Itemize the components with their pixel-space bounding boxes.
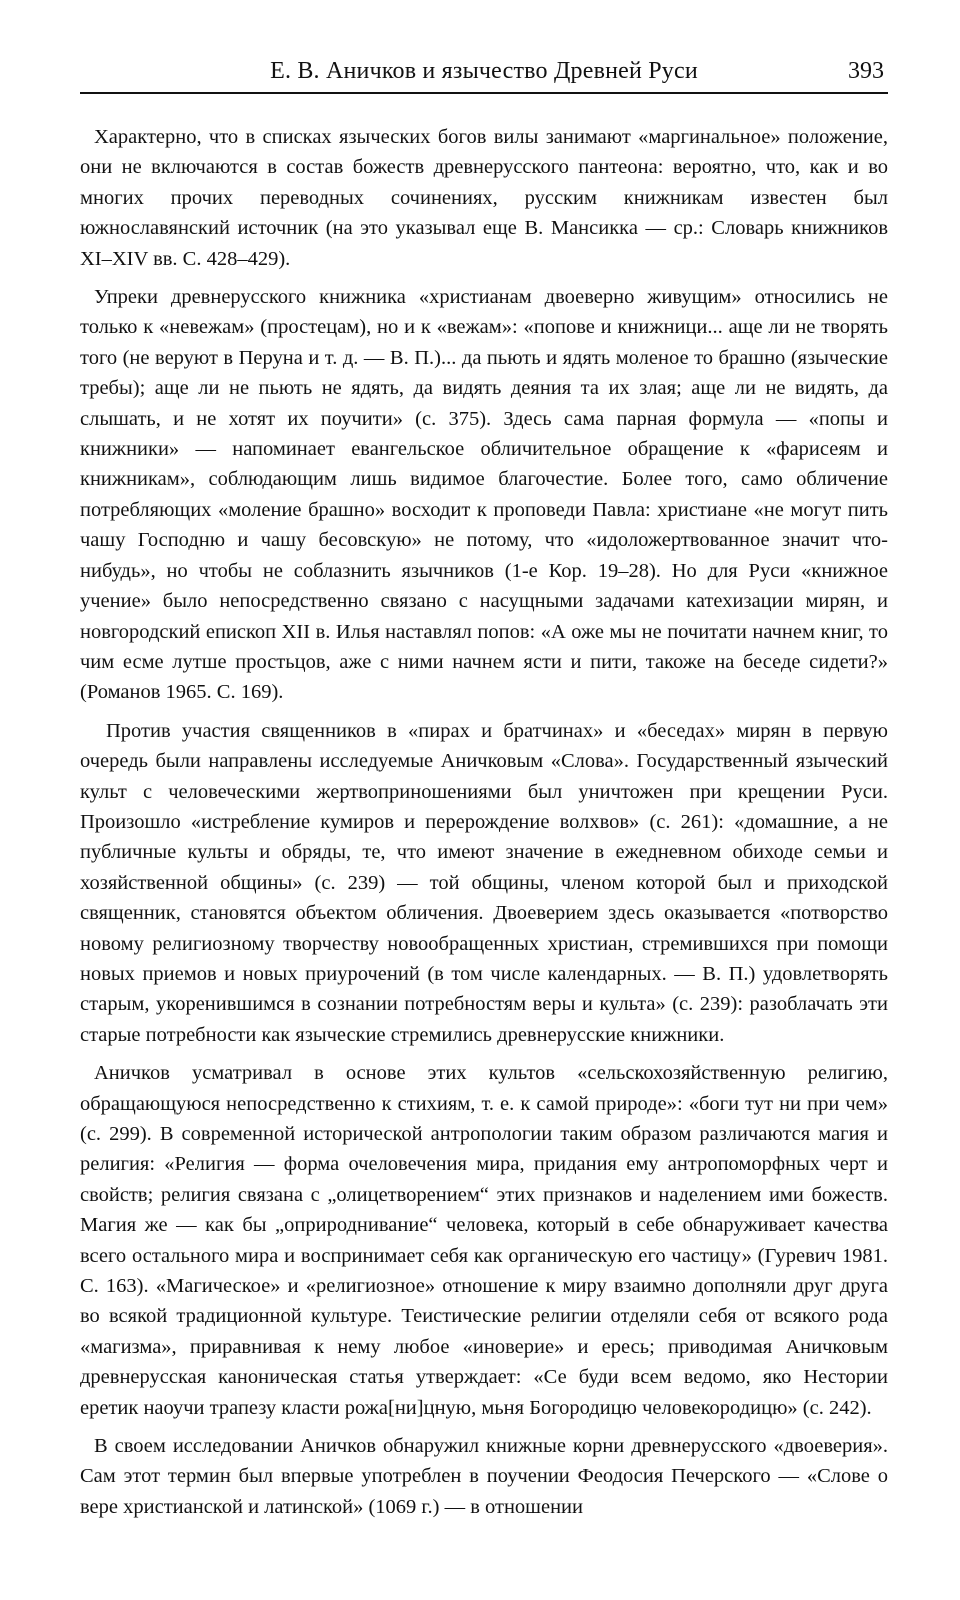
- running-header: [80, 52, 888, 94]
- paragraph-4: Аничков усматривал в основе этих культов «сельскохозяйственную религию, обращающуюся непосредственно к стихиям, т. е. к самой природе»: «боги тут ни при чем» (с. 299). В современной исторической антропологии таким образом различаются магия и религия: «Религия — форма очеловечения мира, придания ему антропоморфных черт и свойств; религия связана с „олицетворением“ этих признаков и наделением ими божеств. Магия же — как бы „оприроднивание“ человека, который в себе обнаруживает качества всего остального мира и воспринимает себя как органическую его частицу» (Гуревич 1981. С. 163). «Магическое» и «религиозное» отношение к миру взаимно дополняли друг друга во всякой традиционной культуре. Теистические религии отделяли себя от всякого рода «магизма», приравнивая к нему любое «иноверие» и ересь; приводимая Аничковым древнерусская каноническая статья утверждает: «Се буди всем ведомо, яко Нестории еретик наоучи трапезу класти рожа[ни]цную, мьня Богородицю человекородицю» (с. 242).: [80, 1062, 888, 1419]
- paragraph-3: Против участия священников в «пирах и братчинах» и «беседах» мирян в первую очередь были направлены исследуемые Аничковым «Слова». Государственный языческий культ с человеческими жертвоприношениями был уничтожен при крещении Руси. Произошло «истребление кумиров и перерождение волхвов» (с. 261): «домашние, а не публичные культы и обряды, те, что имеют значение в ежедневном обиходе семьи и хозяйственной общины» (с. 239) — той общины, членом которой был и приходской священник, становятся объектом обличения. Двоеверием здесь оказывается «потворство новому религиозному творчеству новообращенных христиан, стремившихся при помощи новых приемов и новых приурочений (в том числе календарных. — В. П.) удовлетворять старым, укоренившимся в сознании потребностям веры и культа» (с. 239): разоблачать эти старые потребности как языческие стремились древнерусские книжники.: [80, 719, 888, 1046]
- paragraph-2: Упреки древнерусского книжника «христианам двоеверно живущим» относились не только к «невежам» (простецам), но и к «вежам»: «попове и книжници... аще ли не творять того (не веруют в Перуна и т. д. — В. П.)... да пьють и ядять моленое то брашно (языческие требы); аще ли не пьють не ядять, да видять деяния та их злая; аще ли не видять, да слышать, и не хотят их поучити» (с. 375). Здесь сама парная формула — «попы и книжники» — напоминает евангельское обличительное обращение к «фарисеям и книжникам», соблюдающим лишь видимое благочестие. Более того, само обличение потребляющих «моление брашно» восходит к проповеди Павла: христиане «не могут пить чашу Господню и чашу бесовскую» не потому, что «идоложертвованное значит что-нибудь», но чтобы не соблазнить язычников (1-е Кор. 19–28). Но для Руси «книжное учение» было непосредственно связано с насущными задачами катехизации мирян, и новгородский епископ XII в. Илья наставлял попов: «А оже мы не почитати начнем книг, то чим есме лутше простьцов, аже с ними начнем ясти и пити, такоже на беседе сидети?» (Романов 1965. С. 169).: [80, 286, 888, 704]
- book-page: [80, 52, 888, 1530]
- body-text: [80, 122, 888, 1522]
- paragraph-1: Характерно, что в списках языческих богов вилы занимают «маргинальное» положение, они не включаются в состав божеств древнерусского пантеона: вероятно, что, как и во многих прочих переводных сочинениях, русским книжникам известен был южнославянский источник (на это указывал еще В. Мансикка — ср.: Словарь книжников XI–XIV вв. С. 428–429).: [80, 126, 888, 270]
- paragraph-5: В своем исследовании Аничков обнаружил книжные корни древнерусского «двоеверия». Сам этот термин был впервые употреблен в поучении Феодосия Печерского — «Слове о вере христианской и латинской» (1069 г.) — в отношении: [80, 1435, 888, 1518]
- running-title: Е. В. Аничков и язычество Древней Руси: [270, 58, 698, 84]
- page-number: 393: [848, 58, 884, 84]
